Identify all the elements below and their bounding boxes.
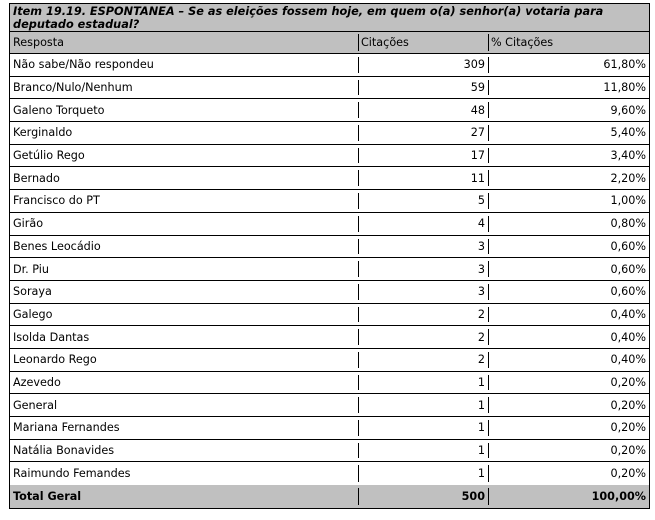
table-row xyxy=(10,77,649,100)
citacoes-value: 1 xyxy=(477,467,485,481)
citacoes-value: 48 xyxy=(470,103,485,117)
citacoes-cell xyxy=(358,281,488,303)
resposta-cell: Branco/Nulo/Nenhum xyxy=(13,81,133,95)
pct-cell xyxy=(488,394,649,416)
column-divider xyxy=(358,148,359,164)
pct-cell xyxy=(488,417,649,439)
column-divider xyxy=(488,57,489,73)
pct-cell xyxy=(488,326,649,348)
column-divider xyxy=(488,102,489,118)
pct-cell xyxy=(488,304,649,326)
resposta-cell: Galego xyxy=(13,307,53,321)
resposta-cell: Dr. Piu xyxy=(13,262,49,276)
citacoes-cell xyxy=(358,145,488,167)
column-divider xyxy=(358,307,359,323)
citacoes-cell xyxy=(358,304,488,326)
citacoes-cell xyxy=(358,258,488,280)
total-pct-cell xyxy=(488,485,649,508)
column-divider xyxy=(358,488,359,505)
pct-cell xyxy=(488,77,649,99)
total-row xyxy=(10,485,649,508)
citacoes-cell xyxy=(358,54,488,76)
citacoes-cell xyxy=(358,394,488,416)
column-divider xyxy=(488,216,489,232)
pct-cell xyxy=(488,349,649,371)
table-row xyxy=(10,167,649,190)
citacoes-cell xyxy=(358,440,488,462)
pct-value: 61,80% xyxy=(603,58,646,72)
table-row xyxy=(10,258,649,281)
citacoes-cell xyxy=(358,122,488,144)
pct-value: 1,00% xyxy=(610,194,646,208)
resposta-cell: Mariana Fernandes xyxy=(13,421,120,435)
total-citacoes-cell xyxy=(358,485,488,508)
pct-cell xyxy=(488,190,649,212)
citacoes-cell xyxy=(358,417,488,439)
table-header-row xyxy=(10,32,649,54)
column-divider xyxy=(488,34,489,51)
table-row xyxy=(10,236,649,259)
citacoes-value: 1 xyxy=(477,444,485,458)
resposta-cell: Isolda Dantas xyxy=(13,330,90,344)
citacoes-value: 3 xyxy=(477,285,485,299)
resposta-cell: Leonardo Rego xyxy=(13,353,97,367)
table-row xyxy=(10,99,649,122)
table-row xyxy=(10,145,649,168)
pct-value: 0,60% xyxy=(610,262,646,276)
table-row xyxy=(10,349,649,372)
citacoes-value: 27 xyxy=(470,126,485,140)
citacoes-value: 3 xyxy=(477,239,485,253)
column-divider xyxy=(488,375,489,391)
column-divider xyxy=(358,284,359,300)
citacoes-value: 5 xyxy=(477,194,485,208)
column-header-resposta: Resposta xyxy=(13,36,64,49)
resposta-cell: Azevedo xyxy=(13,375,61,389)
table-title: Item 19.19. ESPONTANEA – Se as eleições fossem hoje, em quem o(a) senhor(a) votaria para deputado estadual? xyxy=(10,4,649,32)
pct-value: 0,40% xyxy=(610,353,646,367)
pct-cell xyxy=(488,281,649,303)
resposta-cell: Benes Leocádio xyxy=(13,239,101,253)
table-row xyxy=(10,326,649,349)
pct-value: 9,60% xyxy=(610,103,646,117)
pct-cell xyxy=(488,54,649,76)
pct-cell xyxy=(488,167,649,189)
citacoes-value: 11 xyxy=(470,171,485,185)
column-divider xyxy=(358,170,359,186)
citacoes-cell xyxy=(358,326,488,348)
pct-value: 0,20% xyxy=(610,398,646,412)
citacoes-value: 1 xyxy=(477,398,485,412)
column-divider xyxy=(488,443,489,459)
column-divider xyxy=(488,148,489,164)
citacoes-value: 1 xyxy=(477,375,485,389)
pct-value: 3,40% xyxy=(610,149,646,163)
column-divider xyxy=(488,193,489,209)
pct-cell xyxy=(488,440,649,462)
column-divider xyxy=(488,284,489,300)
results-table xyxy=(9,3,650,509)
table-row xyxy=(10,304,649,327)
column-divider xyxy=(358,375,359,391)
pct-value: 0,80% xyxy=(610,217,646,231)
citacoes-cell xyxy=(358,213,488,235)
table-row xyxy=(10,394,649,417)
resposta-cell: Natália Bonavides xyxy=(13,444,115,458)
total-citacoes: 500 xyxy=(461,489,485,503)
column-divider xyxy=(358,102,359,118)
pct-value: 0,60% xyxy=(610,285,646,299)
citacoes-value: 4 xyxy=(477,217,485,231)
column-divider xyxy=(358,57,359,73)
citacoes-cell xyxy=(358,99,488,121)
pct-value: 0,20% xyxy=(610,421,646,435)
pct-value: 0,40% xyxy=(610,330,646,344)
column-divider xyxy=(358,329,359,345)
pct-value: 0,20% xyxy=(610,467,646,481)
column-divider xyxy=(488,239,489,255)
resposta-cell: Raimundo Femandes xyxy=(13,467,131,481)
citacoes-value: 309 xyxy=(463,58,485,72)
column-header-pct-cell xyxy=(488,32,649,53)
resposta-cell: General xyxy=(13,398,58,412)
citacoes-cell xyxy=(358,167,488,189)
column-divider xyxy=(488,465,489,482)
column-divider xyxy=(488,307,489,323)
column-divider xyxy=(488,80,489,96)
table-row xyxy=(10,122,649,145)
pct-cell xyxy=(488,99,649,121)
citacoes-cell xyxy=(358,349,488,371)
column-divider xyxy=(358,80,359,96)
column-divider xyxy=(358,261,359,277)
column-divider xyxy=(488,125,489,141)
resposta-cell: Francisco do PT xyxy=(13,194,100,208)
pct-value: 5,40% xyxy=(610,126,646,140)
pct-cell xyxy=(488,372,649,394)
citacoes-value: 1 xyxy=(477,421,485,435)
total-label: Total Geral xyxy=(13,489,82,503)
table-body xyxy=(10,54,649,485)
citacoes-value: 59 xyxy=(470,81,485,95)
table-row xyxy=(10,440,649,463)
resposta-cell: Kerginaldo xyxy=(13,126,73,140)
table-row xyxy=(10,462,649,485)
pct-value: 2,20% xyxy=(610,171,646,185)
table-row xyxy=(10,281,649,304)
citacoes-cell xyxy=(358,77,488,99)
citacoes-cell xyxy=(358,462,488,485)
resposta-cell: Não sabe/Não respondeu xyxy=(13,58,154,72)
pct-value: 11,80% xyxy=(603,81,646,95)
column-divider xyxy=(488,329,489,345)
resposta-cell: Getúlio Rego xyxy=(13,149,85,163)
column-header-citacoes: Citações xyxy=(361,36,409,49)
column-divider xyxy=(488,420,489,436)
pct-cell xyxy=(488,258,649,280)
column-divider xyxy=(358,465,359,482)
table-row xyxy=(10,213,649,236)
pct-value: 0,20% xyxy=(610,375,646,389)
citacoes-cell xyxy=(358,372,488,394)
column-divider xyxy=(358,193,359,209)
table-row xyxy=(10,190,649,213)
column-divider xyxy=(358,216,359,232)
table-row xyxy=(10,417,649,440)
column-header-citacoes-cell xyxy=(358,32,488,53)
citacoes-cell xyxy=(358,236,488,258)
column-divider xyxy=(358,34,359,51)
pct-value: 0,20% xyxy=(610,444,646,458)
column-header-pct-citacoes: % Citações xyxy=(491,36,554,49)
column-divider xyxy=(488,352,489,368)
column-divider xyxy=(488,170,489,186)
citacoes-value: 3 xyxy=(477,262,485,276)
citacoes-cell xyxy=(358,190,488,212)
total-pct: 100,00% xyxy=(591,489,646,503)
table-row xyxy=(10,54,649,77)
citacoes-value: 17 xyxy=(470,149,485,163)
table-row xyxy=(10,372,649,395)
citacoes-value: 2 xyxy=(477,307,485,321)
column-divider xyxy=(488,261,489,277)
citacoes-value: 2 xyxy=(477,353,485,367)
column-divider xyxy=(488,397,489,413)
column-divider xyxy=(358,352,359,368)
column-divider xyxy=(488,488,489,505)
pct-value: 0,60% xyxy=(610,239,646,253)
column-divider xyxy=(358,125,359,141)
column-divider xyxy=(358,443,359,459)
pct-cell xyxy=(488,145,649,167)
resposta-cell: Girão xyxy=(13,217,44,231)
pct-cell xyxy=(488,213,649,235)
pct-cell xyxy=(488,462,649,485)
resposta-cell: Soraya xyxy=(13,285,52,299)
pct-value: 0,40% xyxy=(610,307,646,321)
column-divider xyxy=(358,239,359,255)
column-divider xyxy=(358,397,359,413)
pct-cell xyxy=(488,236,649,258)
resposta-cell: Bernado xyxy=(13,171,60,185)
citacoes-value: 2 xyxy=(477,330,485,344)
column-divider xyxy=(358,420,359,436)
pct-cell xyxy=(488,122,649,144)
resposta-cell: Galeno Torqueto xyxy=(13,103,105,117)
